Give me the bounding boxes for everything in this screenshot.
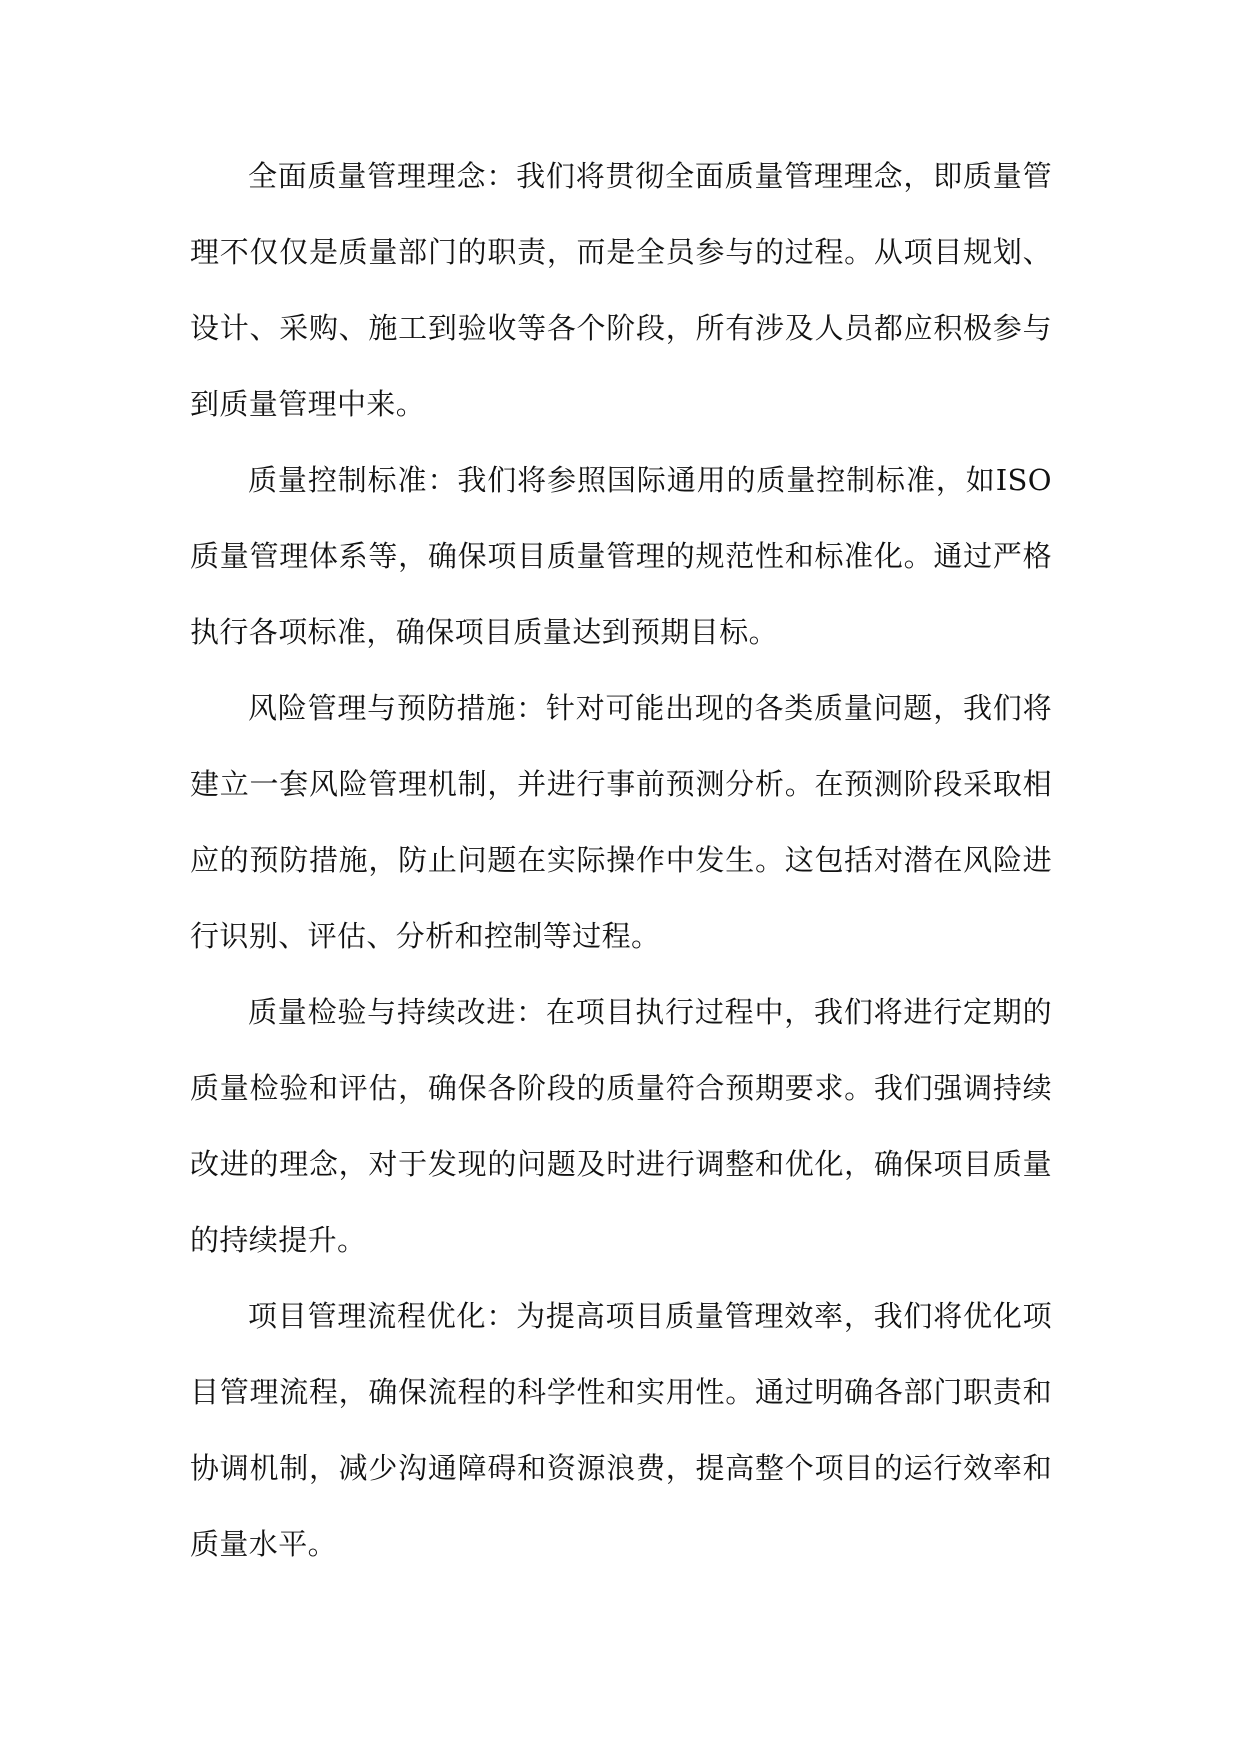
paragraph-quality-control-standards: 质量控制标准：我们将参照国际通用的质量控制标准，如ISO质量管理体系等，确保项目质量管理的规范性和标准化。通过严格执行各项标准，确保项目质量达到预期目标。 — [190, 463, 1052, 649]
paragraph-process-optimization: 项目管理流程优化：为提高项目质量管理效率，我们将优化项目管理流程，确保流程的科学性和实用性。通过明确各部门职责和协调机制，减少沟通障碍和资源浪费，提高整个项目的运行效率和质量水平。 — [190, 1299, 1052, 1561]
document-body — [190, 138, 1052, 1582]
paragraph-risk-management: 风险管理与预防措施：针对可能出现的各类质量问题，我们将建立一套风险管理机制，并进行事前预测分析。在预测阶段采取相应的预防措施，防止问题在实际操作中发生。这包括对潜在风险进行识别、评估、分析和控制等过程。 — [190, 691, 1052, 953]
paragraph-quality-inspection: 质量检验与持续改进：在项目执行过程中，我们将进行定期的质量检验和评估，确保各阶段的质量符合预期要求。我们强调持续改进的理念，对于发现的问题及时进行调整和优化，确保项目质量的持续提升。 — [190, 995, 1052, 1257]
paragraph-total-quality-management: 全面质量管理理念：我们将贯彻全面质量管理理念，即质量管理不仅仅是质量部门的职责，而是全员参与的过程。从项目规划、设计、采购、施工到验收等各个阶段，所有涉及人员都应积极参与到质量管理中来。 — [190, 159, 1052, 421]
